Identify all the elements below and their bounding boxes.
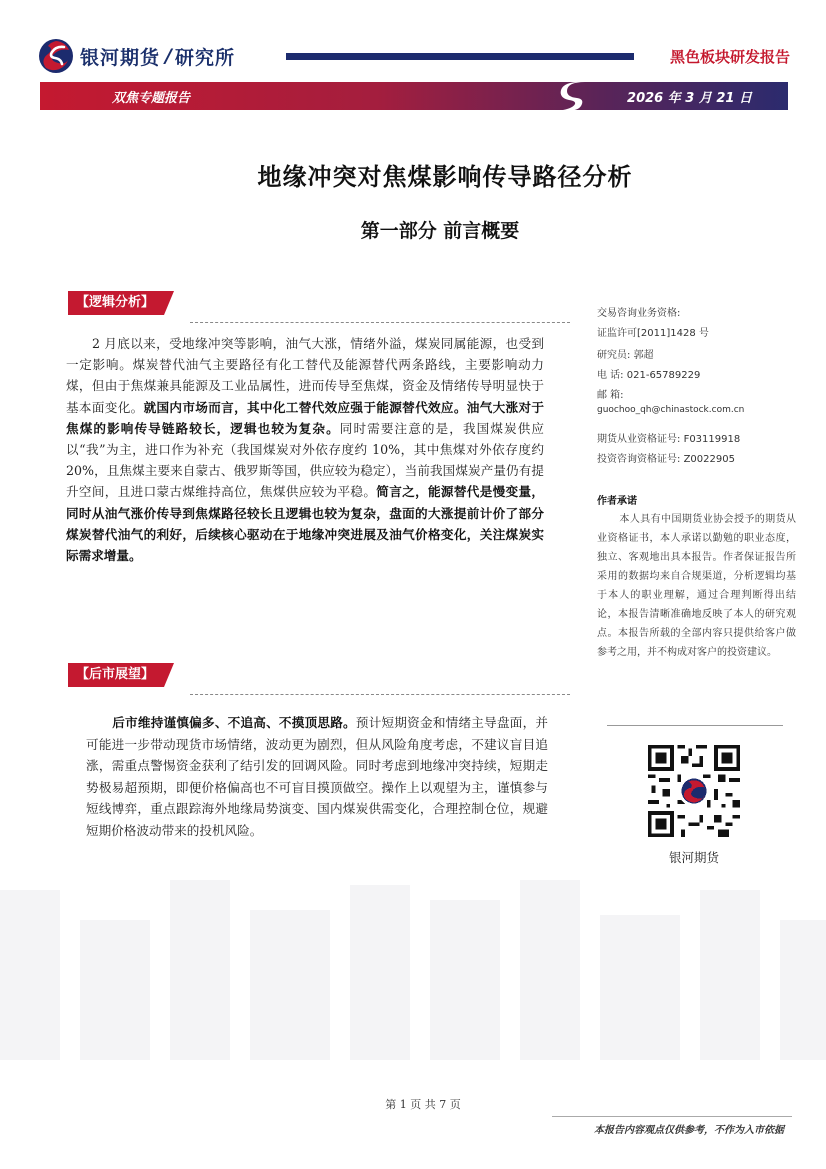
- galaxy-logo-icon: [38, 38, 74, 74]
- department-name: 研究所: [174, 46, 235, 69]
- author-statement: 本人具有中国期货业协会授予的期货从业资格证书，本人承诺以勤勉的职业态度，独立、客观地出具本报告。作者保证报告所采用的数据均来自合规渠道，分析逻辑均基于本人的职业理解，通过合理判断得出结论，本报告清晰准确地反映了本人的研究观点。本报告所载的全部内容只提供给客户做参考之用，并不构成对客户的投资建议。: [597, 514, 796, 658]
- company-logo: [38, 38, 235, 74]
- outlook-text-1: 预计短期资金和情绪主导盘面，并可能进一步带动现货市场情绪，波动更为剧烈，但从风险角度考虑，不建议盲目追涨，需重点警惕资金获利了结引发的回调风险。同时考虑到地缘冲突持续，短期走势极易超预期，即便价格偏高也不可盲目摸顶做空。操作上以观望为主，谨慎参与短线博弈，重点跟踪海外地缘局势演变、国内煤炭供需变化，合理控制仓位，规避短期价格波动带来的投机风险。: [86, 715, 549, 838]
- qualification-label: 交易咨询业务资格:: [597, 308, 681, 319]
- footer-rule: [552, 1116, 792, 1117]
- futures-cert-row: 期货从业资格证号: F03119918: [597, 434, 741, 445]
- futures-cert-value: F03119918: [683, 434, 741, 445]
- analyst-name: 郭超: [633, 350, 654, 361]
- report-date: 2026 年 3 月 21 日: [627, 91, 752, 106]
- qr-caption: 银河期货: [668, 850, 719, 865]
- invest-cert-row: 投资咨询资格证号: Z0022905: [597, 454, 735, 465]
- outlook-bold-1: 后市维持谨慎偏多、不追高、不摸顶思路。: [112, 715, 356, 730]
- logic-text-1: 2 月底以来，受地缘冲突等影响，油气大涨，情绪外溢，煤炭同属能源，也受到一定影响。煤炭替代油气主要路径有化工替代及能源替代两条路线，主要影响动力煤，但由于焦煤兼具能源及工业品属性，进而传导至焦煤，资金及情绪传导明显快于基本面变化。: [66, 336, 544, 415]
- logic-divider: [190, 322, 570, 323]
- logic-section-tag: [68, 291, 164, 315]
- author-statement-title: 作者承诺: [597, 496, 637, 507]
- page-number: 第 1 页 共 7 页: [385, 1098, 461, 1111]
- logic-paragraph: [66, 333, 544, 566]
- report-type: 黑色板块研发报告: [669, 48, 790, 66]
- logic-bold-1: 就国内市场而言，其中化工替代效应强于能源替代效应。油气大涨对于焦煤的影响传导链路较长，逻辑也较为复杂。: [66, 399, 545, 436]
- background-watermark: [0, 880, 826, 1060]
- outlook-section-tag: [68, 663, 164, 687]
- page-title: 地缘冲突对焦煤影响传导路径分析: [257, 163, 633, 191]
- footer-disclaimer: 本报告内容观点仅供参考，不作为入市依据: [594, 1125, 784, 1136]
- invest-cert-value: Z0022905: [683, 454, 735, 465]
- logo-separator: /: [165, 45, 172, 67]
- company-name: 银河期货: [80, 46, 161, 69]
- s-swoosh-icon: [555, 78, 595, 114]
- logic-tag-label: 【逻辑分析】: [68, 291, 164, 315]
- page-subtitle: 第一部分 前言概要: [360, 220, 520, 242]
- qualification-value: 证监许可[2011]1428 号: [597, 328, 709, 339]
- logic-text-2: 同时需要注意的是，我国煤炭供应以“我”为主，进口作为补充（我国煤炭对外依存度约 10%，其中焦煤对外依存度约 20%，且焦煤主要来自蒙古、俄罗斯等国，供应较为稳定），当前我国煤炭产量仍有提升空间，且进口蒙古煤维持高位，焦煤供应较为平稳。: [66, 420, 545, 500]
- outlook-tag-label: 【后市展望】: [68, 663, 164, 687]
- email-value[interactable]: guochoo_qh@chinastock.com.cn: [597, 405, 745, 415]
- phone-row: 电 话: 021-65789229: [597, 370, 701, 381]
- phone-value: 021-65789229: [626, 370, 701, 381]
- outlook-divider: [190, 694, 570, 695]
- header-banner: [40, 82, 788, 110]
- sidebar-rule: [607, 725, 783, 726]
- qr-code-icon: [648, 745, 740, 837]
- email-label: 邮 箱:: [597, 390, 624, 401]
- logic-bold-2: 简言之，能源替代是慢变量，同时从油气涨价传导到焦煤路径较长且逻辑也较为复杂，盘面的大涨提前计价了部分煤炭替代油气的利好，后续核心驱动在于地缘冲突进展及油气价格变化，关注煤炭实际需求增量。: [66, 484, 545, 564]
- report-category: 双焦专题报告: [112, 91, 191, 106]
- outlook-paragraph: [86, 712, 548, 842]
- analyst-row: 研究员: 郭超: [597, 350, 654, 361]
- header-rule: [286, 53, 634, 60]
